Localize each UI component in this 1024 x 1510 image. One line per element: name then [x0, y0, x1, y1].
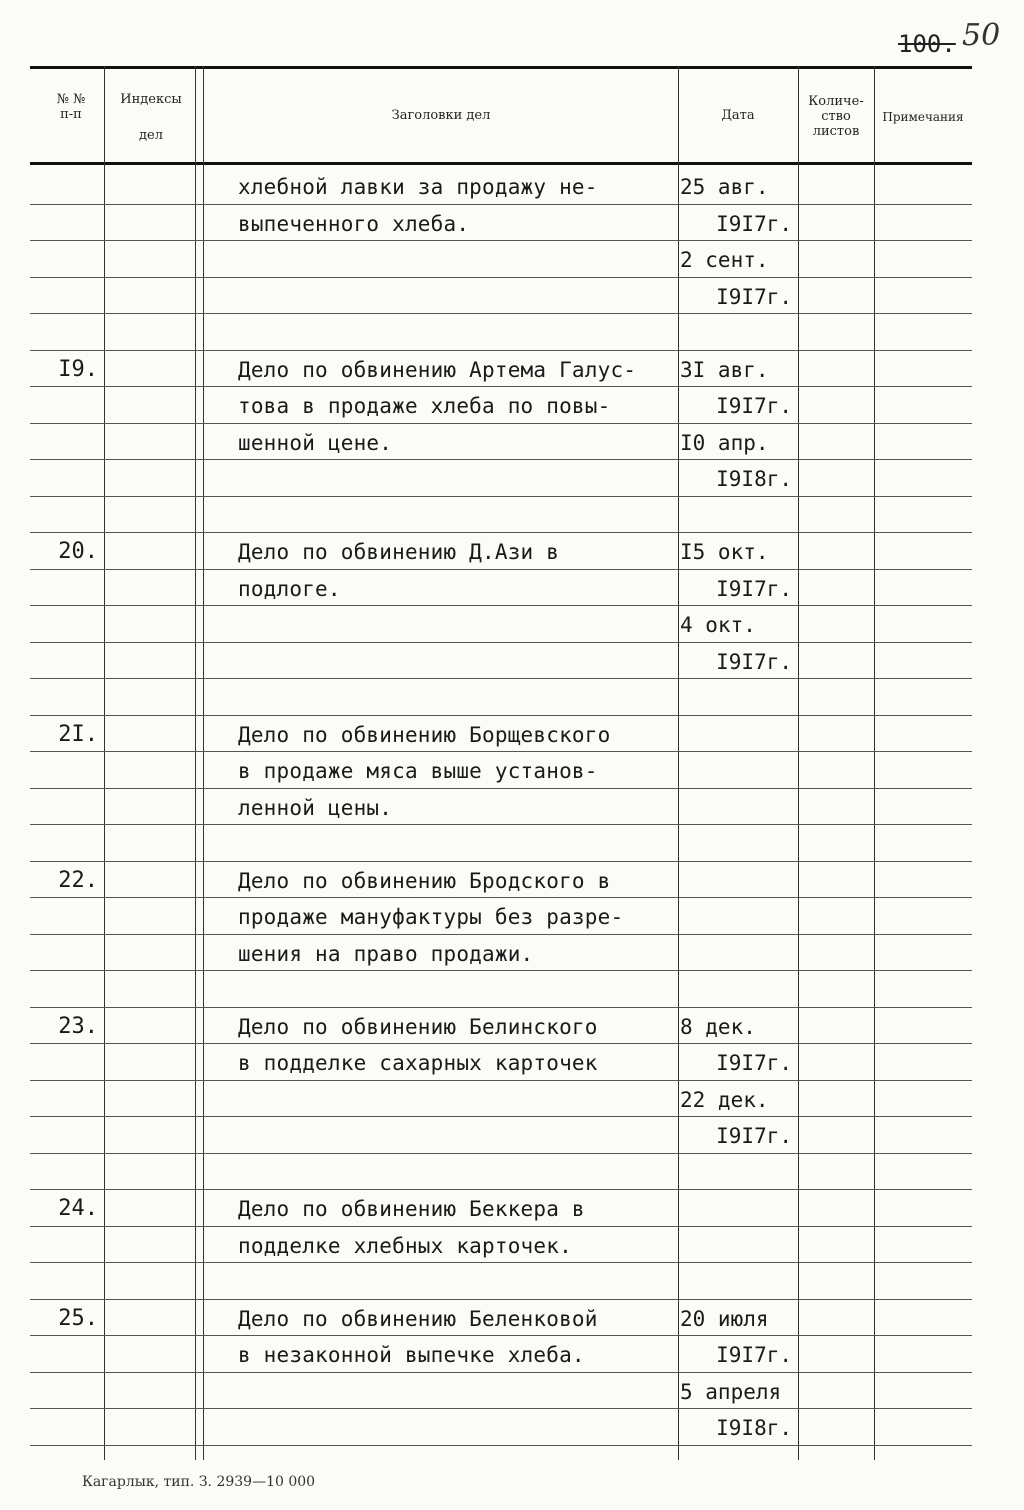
row-number: [30, 898, 102, 934]
table-row: [30, 351, 972, 388]
table-row: [30, 971, 972, 1008]
table-row: [30, 862, 972, 899]
row-sheet-count: [802, 752, 874, 788]
row-notes: [878, 1409, 972, 1445]
page-number-typed: 100.: [898, 30, 956, 58]
header-col-notes: Примечания: [882, 110, 964, 124]
table-row: [30, 752, 972, 789]
row-notes: [878, 1373, 972, 1409]
row-notes: [878, 387, 972, 423]
row-title: Дело по обвинению Белинского: [238, 1014, 598, 1039]
row-index: [106, 424, 196, 460]
row-sheet-count: [802, 533, 874, 569]
row-sheet-count: [802, 1373, 874, 1409]
table-row: [30, 1263, 972, 1300]
row-sheet-count: [802, 1117, 874, 1153]
row-notes: [878, 643, 972, 679]
row-notes: [878, 424, 972, 460]
row-date: I9I7г.: [716, 1124, 792, 1148]
row-date: I9I8г.: [716, 467, 792, 491]
row-number: 2I.: [58, 721, 98, 747]
row-index: [106, 1409, 196, 1445]
header-col-title: Заголовки дел: [391, 108, 491, 123]
row-index: [106, 351, 196, 387]
row-sheet-count: [802, 1263, 874, 1299]
row-index: [106, 1044, 196, 1080]
row-date: I9I7г.: [716, 649, 792, 674]
row-notes: [878, 898, 972, 934]
row-sheet-count: [802, 716, 874, 752]
table-row: [30, 570, 972, 607]
table-row: [30, 1190, 972, 1227]
header-col-date: Дата: [721, 108, 755, 123]
row-notes: [878, 1044, 972, 1080]
page-number-handwritten: 50: [962, 18, 1001, 53]
row-date: 22 дек.: [680, 1087, 769, 1112]
row-sheet-count: [802, 387, 874, 423]
row-date: I9I7г.: [716, 576, 792, 601]
row-notes: [878, 971, 972, 1007]
row-sheet-count: [802, 278, 874, 314]
table-row: [30, 789, 972, 826]
row-notes: [878, 1227, 972, 1263]
row-title: Дело по обвинению Беккера в: [238, 1197, 585, 1221]
row-index: [106, 387, 196, 423]
row-notes: [878, 825, 972, 861]
row-title: [238, 460, 678, 496]
row-title: [238, 1117, 678, 1153]
table-row: [30, 1336, 972, 1373]
row-index: [106, 1117, 196, 1153]
row-date: I0 апр.: [680, 430, 769, 455]
row-number: 22.: [58, 867, 98, 893]
row-number: 24.: [58, 1196, 98, 1221]
row-number: [30, 570, 102, 606]
row-sheet-count: [802, 424, 874, 460]
row-date: [680, 789, 800, 825]
row-number: [30, 1409, 102, 1445]
row-notes: [878, 679, 972, 715]
row-title: шения на право продажи.: [238, 941, 534, 966]
row-title: [238, 1081, 678, 1117]
row-date: 3I авг.: [680, 357, 769, 382]
row-notes: [878, 278, 972, 314]
row-number: [30, 935, 102, 971]
row-title: [238, 314, 678, 350]
row-date: 2 сент.: [680, 248, 769, 272]
row-date: [680, 716, 800, 752]
table-row: [30, 1300, 972, 1337]
row-index: [106, 205, 196, 241]
row-notes: [878, 752, 972, 788]
row-sheet-count: [802, 241, 874, 277]
row-sheet-count: [802, 351, 874, 387]
row-date: [680, 1154, 800, 1190]
row-number: [30, 1227, 102, 1263]
table-row: [30, 387, 972, 424]
header-col-index: Индексы дел: [120, 92, 182, 143]
page-number: [898, 30, 956, 58]
row-date: 20 июля: [680, 1306, 769, 1331]
row-date: I9I7г.: [716, 284, 792, 309]
row-number: [30, 971, 102, 1007]
row-index: [106, 716, 196, 752]
row-date: [680, 1227, 800, 1263]
row-notes: [878, 862, 972, 898]
row-number: [30, 752, 102, 788]
table-row: [30, 679, 972, 716]
row-title: [238, 1409, 678, 1445]
row-notes: [878, 606, 972, 642]
row-number: [30, 789, 102, 825]
table-row: [30, 606, 972, 643]
table-row: [30, 1154, 972, 1191]
row-number: [30, 314, 102, 350]
row-number: [30, 168, 102, 204]
table-row: [30, 168, 972, 205]
row-number: [30, 1373, 102, 1409]
row-sheet-count: [802, 1300, 874, 1336]
table-row: [30, 716, 972, 753]
row-index: [106, 1373, 196, 1409]
row-number: [30, 205, 102, 241]
row-sheet-count: [802, 1008, 874, 1044]
row-date: [680, 1263, 800, 1299]
row-title: хлебной лавки за продажу не-: [238, 175, 598, 199]
row-notes: [878, 1081, 972, 1117]
row-notes: [878, 1154, 972, 1190]
row-sheet-count: [802, 862, 874, 898]
row-date: [680, 679, 800, 715]
row-sheet-count: [802, 1190, 874, 1226]
row-number: [30, 387, 102, 423]
row-index: [106, 1336, 196, 1372]
header-bottom-rule: [30, 162, 972, 165]
row-notes: [878, 1300, 972, 1336]
row-sheet-count: [802, 460, 874, 496]
row-date: 4 окт.: [680, 613, 756, 637]
row-title: [238, 679, 678, 715]
row-title: ленной цены.: [238, 795, 393, 820]
row-title: в подделке сахарных карточек: [238, 1051, 598, 1075]
row-index: [106, 1300, 196, 1336]
row-sheet-count: [802, 789, 874, 825]
row-index: [106, 825, 196, 861]
row-number: [30, 278, 102, 314]
table-row: [30, 1409, 972, 1446]
row-date: [680, 752, 800, 788]
printer-imprint: Кагарлык, тип. З. 2939—10 000: [82, 1474, 316, 1490]
row-sheet-count: [802, 971, 874, 1007]
row-index: [106, 278, 196, 314]
row-index: [106, 971, 196, 1007]
row-notes: [878, 460, 972, 496]
row-title: в продаже мяса выше установ-: [238, 759, 598, 783]
row-title: Дело по обвинению Артема Галус-: [238, 357, 637, 382]
header-col-qty: Количе- ство листов: [808, 94, 864, 139]
row-number: [30, 460, 102, 496]
row-number: [30, 1081, 102, 1117]
row-index: [106, 168, 196, 204]
row-date: [680, 898, 800, 934]
row-title: продаже мануфактуры без разре-: [238, 905, 624, 929]
row-title: [238, 497, 678, 533]
row-date: [680, 971, 800, 1007]
table-row: [30, 241, 972, 278]
row-title: [238, 241, 678, 277]
row-sheet-count: [802, 314, 874, 350]
row-notes: [878, 1263, 972, 1299]
row-date: [680, 825, 800, 861]
row-date: 25 авг.: [680, 175, 769, 199]
table-row: [30, 533, 972, 570]
row-number: [30, 1117, 102, 1153]
row-title: [238, 1373, 678, 1409]
row-title: Дело по обвинению Беленковой: [238, 1306, 598, 1331]
row-title: шенной цене.: [238, 430, 393, 455]
row-index: [106, 862, 196, 898]
row-sheet-count: [802, 679, 874, 715]
header-col-num: № № п-п: [56, 92, 86, 122]
row-title: [238, 1154, 678, 1190]
inventory-table: [30, 168, 972, 1446]
row-sheet-count: [802, 898, 874, 934]
row-index: [106, 570, 196, 606]
row-date: I9I8г.: [716, 1416, 792, 1440]
table-row: [30, 1008, 972, 1045]
table-row: [30, 643, 972, 680]
row-number: 23.: [58, 1013, 98, 1039]
row-sheet-count: [802, 1154, 874, 1190]
row-sheet-count: [802, 497, 874, 533]
row-title: [238, 1263, 678, 1299]
table-row: [30, 497, 972, 534]
row-sheet-count: [802, 825, 874, 861]
row-sheet-count: [802, 205, 874, 241]
row-title: в незаконной выпечке хлеба.: [238, 1343, 585, 1367]
row-index: [106, 1154, 196, 1190]
row-date: I9I7г.: [716, 1343, 792, 1367]
row-sheet-count: [802, 1336, 874, 1372]
row-number: [30, 1044, 102, 1080]
row-notes: [878, 1336, 972, 1372]
row-notes: [878, 533, 972, 569]
row-number: [30, 643, 102, 679]
row-index: [106, 679, 196, 715]
row-notes: [878, 351, 972, 387]
row-sheet-count: [802, 1044, 874, 1080]
row-title: подлоге.: [238, 576, 341, 601]
row-index: [106, 1008, 196, 1044]
table-row: [30, 935, 972, 972]
row-date: [680, 1190, 800, 1226]
row-sheet-count: [802, 1409, 874, 1445]
row-date: [680, 497, 800, 533]
row-number: 20.: [58, 539, 98, 564]
row-index: [106, 497, 196, 533]
row-date: [680, 862, 800, 898]
row-number: [30, 679, 102, 715]
row-notes: [878, 570, 972, 606]
table-row: [30, 205, 972, 242]
row-sheet-count: [802, 570, 874, 606]
row-sheet-count: [802, 606, 874, 642]
row-title: [238, 971, 678, 1007]
row-notes: [878, 497, 972, 533]
row-number: [30, 424, 102, 460]
row-index: [106, 314, 196, 350]
row-date: 8 дек.: [680, 1014, 756, 1039]
row-title: [238, 606, 678, 642]
row-number: [30, 825, 102, 861]
row-title: [238, 643, 678, 679]
row-index: [106, 1081, 196, 1117]
row-title: това в продаже хлеба по повы-: [238, 394, 611, 418]
row-index: [106, 1227, 196, 1263]
row-notes: [878, 314, 972, 350]
row-title: выпеченного хлеба.: [238, 211, 470, 236]
row-index: [106, 752, 196, 788]
row-date: I5 окт.: [680, 540, 769, 564]
row-sheet-count: [802, 643, 874, 679]
row-notes: [878, 716, 972, 752]
row-notes: [878, 168, 972, 204]
row-number: [30, 1263, 102, 1299]
row-index: [106, 460, 196, 496]
table-row: [30, 1081, 972, 1118]
row-index: [106, 789, 196, 825]
row-title: Дело по обвинению Борщевского: [238, 722, 611, 747]
table-row: [30, 825, 972, 862]
row-title: Дело по обвинению Бродского в: [238, 868, 611, 893]
row-title: [238, 278, 678, 314]
row-index: [106, 606, 196, 642]
row-date: [680, 935, 800, 971]
row-notes: [878, 205, 972, 241]
row-index: [106, 533, 196, 569]
row-sheet-count: [802, 1227, 874, 1263]
table-row: [30, 1044, 972, 1081]
table-row: [30, 1227, 972, 1264]
row-index: [106, 241, 196, 277]
row-number: [30, 241, 102, 277]
row-sheet-count: [802, 168, 874, 204]
row-title: подделке хлебных карточек.: [238, 1233, 572, 1258]
row-title: [238, 825, 678, 861]
row-number: 25.: [58, 1305, 98, 1331]
table-row: [30, 278, 972, 315]
row-sheet-count: [802, 935, 874, 971]
row-date: [680, 314, 800, 350]
table-row: [30, 1373, 972, 1410]
row-index: [106, 898, 196, 934]
table-top-rule: [30, 66, 972, 69]
table-row: [30, 424, 972, 461]
row-notes: [878, 1008, 972, 1044]
row-index: [106, 935, 196, 971]
row-sheet-count: [802, 1081, 874, 1117]
row-title: Дело по обвинению Д.Ази в: [238, 540, 560, 564]
table-row: [30, 314, 972, 351]
row-notes: [878, 789, 972, 825]
row-notes: [878, 241, 972, 277]
row-number: [30, 497, 102, 533]
row-date: I9I7г.: [716, 394, 792, 418]
row-date: I9I7г.: [716, 211, 792, 236]
row-notes: [878, 935, 972, 971]
row-number: I9.: [58, 356, 98, 382]
table-row: [30, 460, 972, 497]
row-notes: [878, 1117, 972, 1153]
row-number: [30, 1336, 102, 1372]
row-number: [30, 1154, 102, 1190]
row-index: [106, 643, 196, 679]
row-date: I9I7г.: [716, 1051, 792, 1075]
row-number: [30, 606, 102, 642]
row-index: [106, 1263, 196, 1299]
table-row: [30, 1117, 972, 1154]
row-date: 5 апреля: [680, 1379, 782, 1404]
table-row: [30, 898, 972, 935]
row-index: [106, 1190, 196, 1226]
row-notes: [878, 1190, 972, 1226]
